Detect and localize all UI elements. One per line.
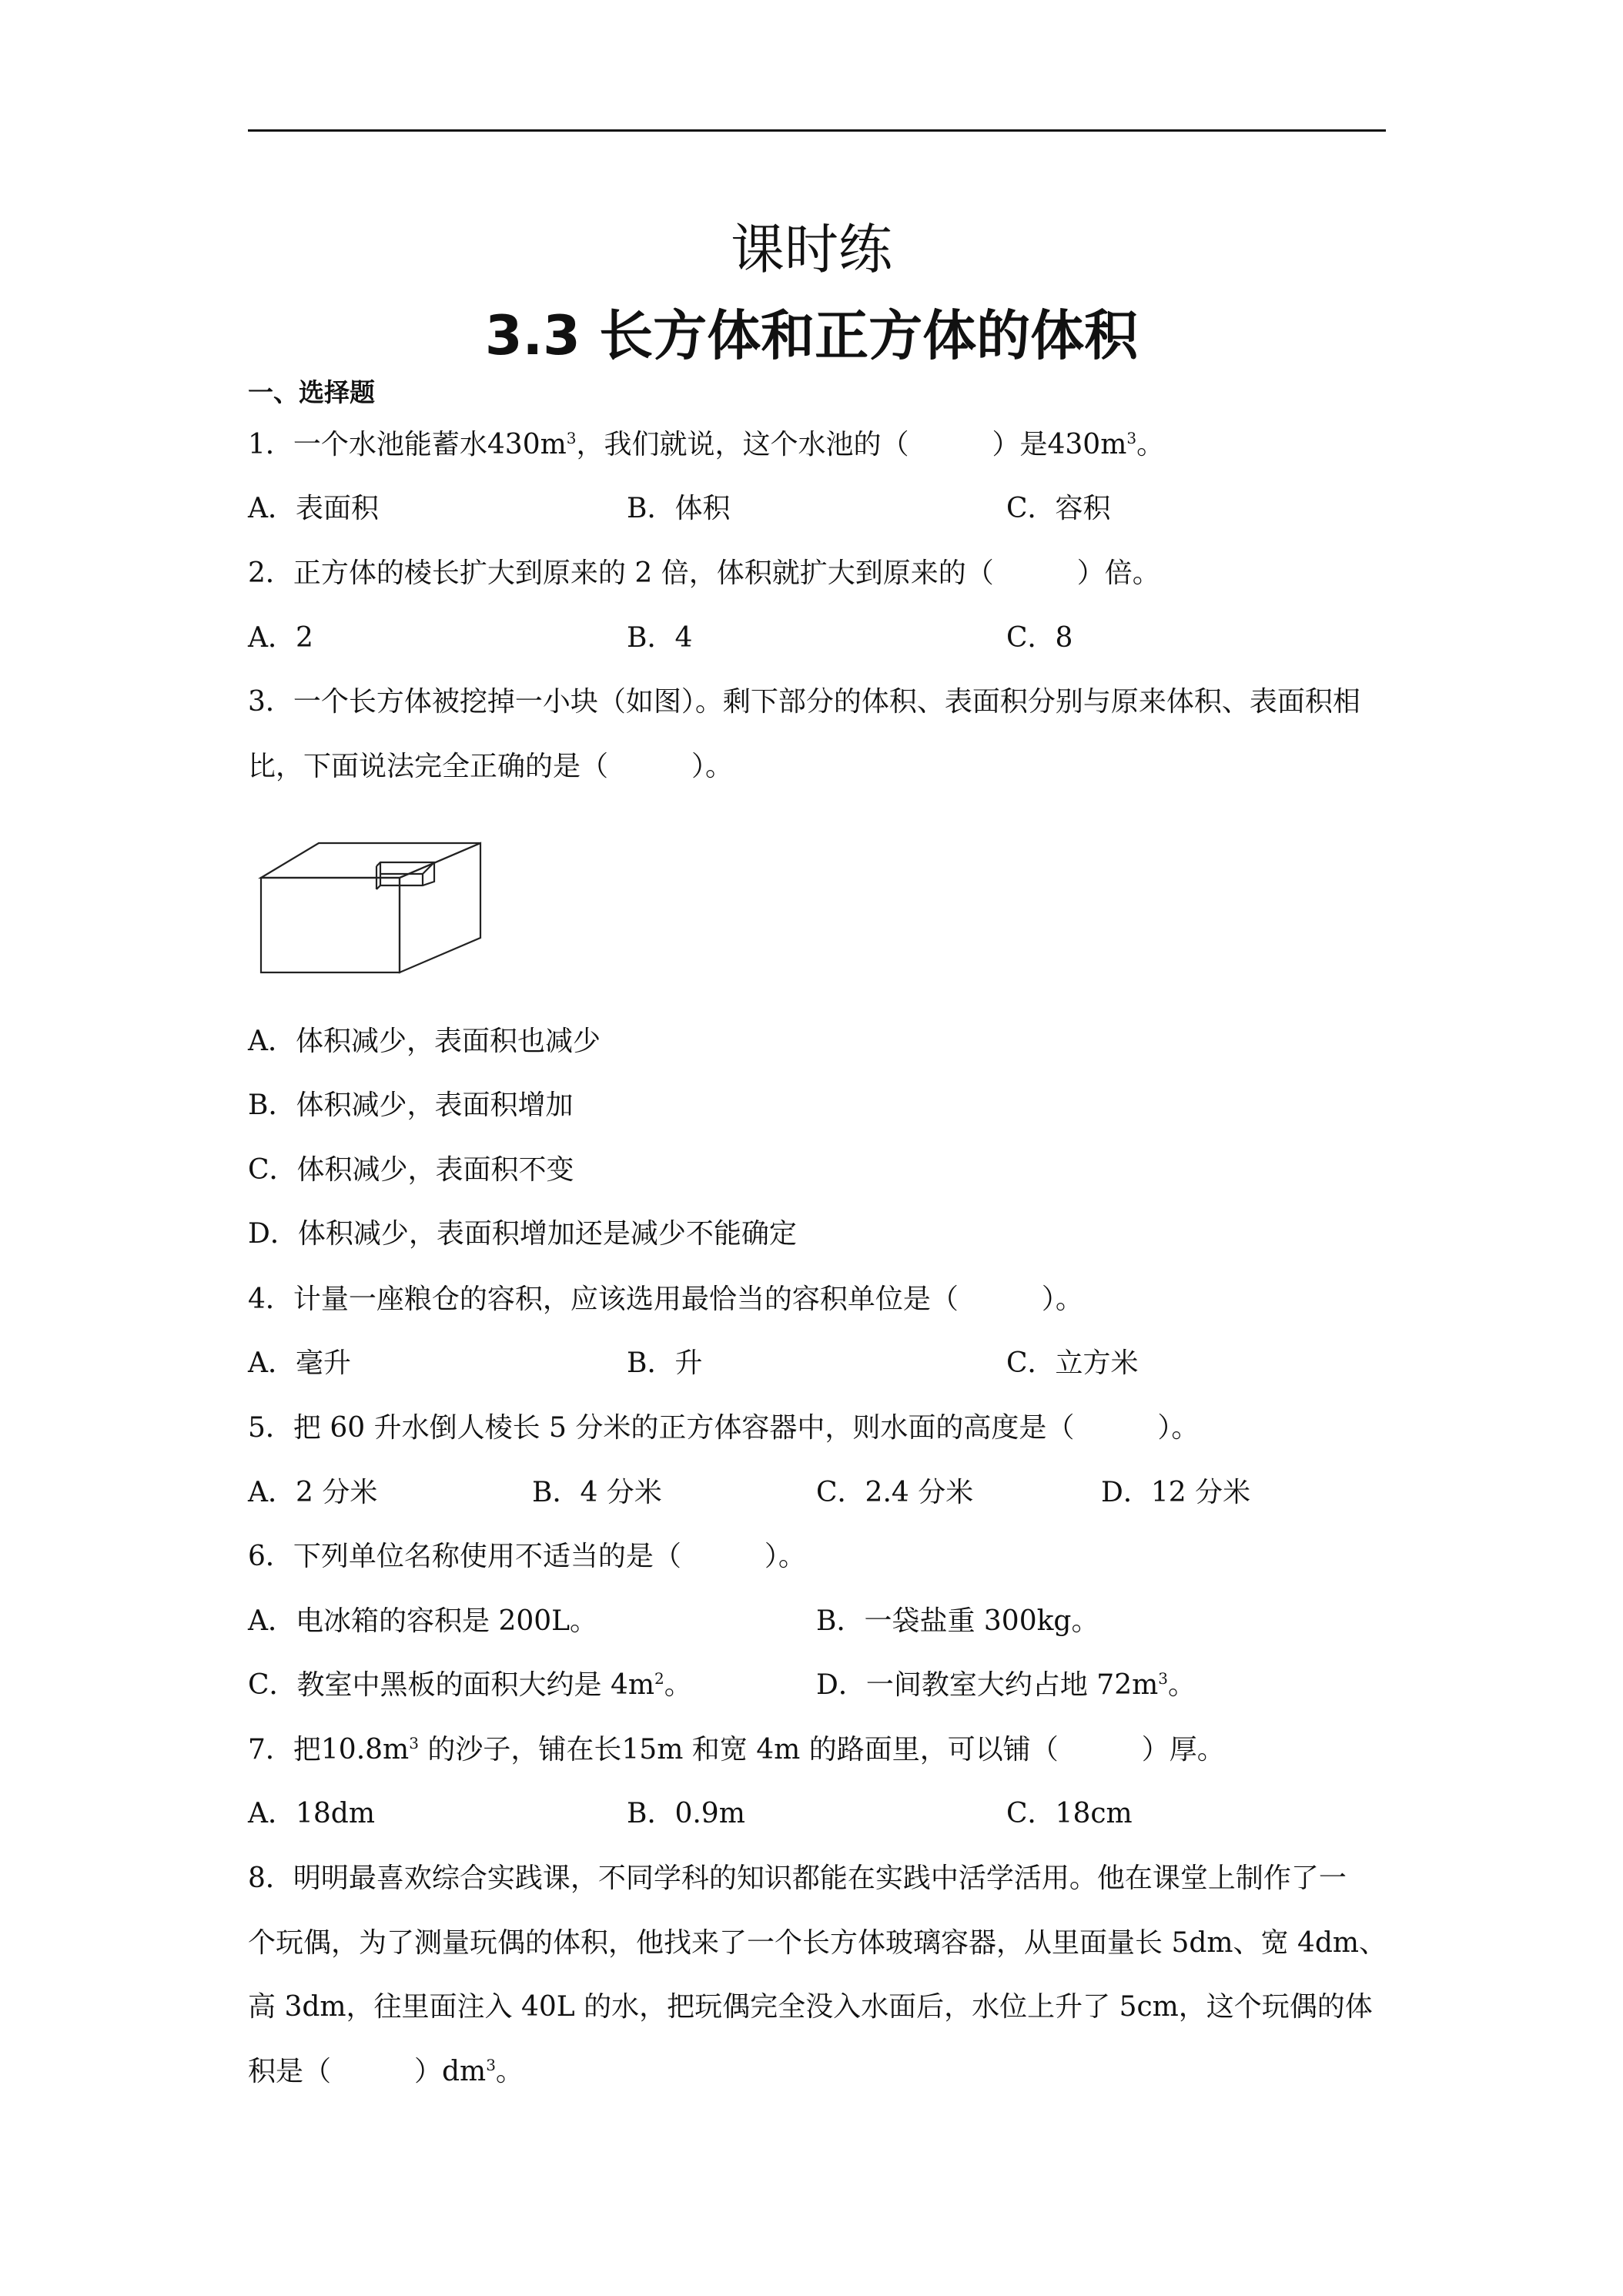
q1-option-a: A．表面积 — [248, 493, 379, 524]
question-5-stem: 5．把 60 升水倒人棱长 5 分米的正方体容器中，则水面的高度是（ ）。 — [248, 1412, 1200, 1444]
q6-option-a: A．电冰箱的容积是 200L。 — [248, 1605, 598, 1637]
q3-option-c: C．体积减少，表面积不变 — [248, 1154, 574, 1186]
q5-option-d: D．12 分米 — [1101, 1477, 1251, 1508]
q6-option-c: C．教室中黑板的面积大约是 $4m^2$。 — [248, 1669, 692, 1701]
section-heading: 一、选择题 — [248, 377, 375, 407]
page-subtitle: 3.3 长方体和正方体的体积 — [484, 304, 1139, 367]
q3-option-a: A．体积减少，表面积也减少 — [248, 1026, 601, 1057]
q6-option-d: D．一间教室大约占地 $72m^3$。 — [816, 1669, 1196, 1701]
q4-option-b: B．升 — [627, 1347, 703, 1379]
q5-option-b: B．4 分米 — [532, 1477, 662, 1508]
question-7-stem: 7．把$10.8m^3$ 的沙子，铺在长15m 和宽 4m 的路面里，可以铺（ ）厚。 — [248, 1734, 1225, 1766]
q5-option-a: A．2 分米 — [248, 1477, 378, 1508]
q3-option-d: D．体积减少，表面积增加还是减少不能确定 — [248, 1218, 797, 1250]
q2-option-c: C．8 — [1006, 622, 1073, 654]
question-8-stem-line-1: 8．明明最喜欢综合实践课，不同学科的知识都能在实践中活学活用。他在课堂上制作了一 — [248, 1863, 1347, 1894]
q7-option-b: B．0.9m — [627, 1798, 745, 1829]
question-8-stem-line-2: 个玩偶，为了测量玩偶的体积，他找来了一个长方体玻璃容器，从里面量长 5dm、宽 4dm、 — [248, 1927, 1387, 1959]
question-2-stem: 2．正方体的棱长扩大到原来的 2 倍，体积就扩大到原来的（ ）倍。 — [248, 557, 1160, 589]
question-8-stem-line-3: 高 3dm，往里面注入 40L 的水，把玩偶完全没入水面后，水位上升了 5cm，这个玩偶的体 — [248, 1991, 1373, 2023]
page-title: 课时练 — [731, 218, 892, 281]
question-3-stem-line-1: 3．一个长方体被挖掉一小块（如图）。剩下部分的体积、表面积分别与原来体积、表面积相 — [248, 686, 1360, 718]
q5-option-c: C．2.4 分米 — [816, 1477, 974, 1508]
q2-option-a: A．2 — [248, 622, 313, 654]
q1-option-b: B．体积 — [627, 493, 731, 524]
q6-option-b: B．一袋盐重 300kg。 — [816, 1605, 1099, 1637]
q1-option-c: C．容积 — [1006, 493, 1111, 524]
header-rule — [248, 129, 1386, 132]
question-4-stem: 4．计量一座粮仓的容积，应该选用最恰当的容积单位是（ ）。 — [248, 1284, 1083, 1315]
question-8-stem-line-4: 积是（ ）$dm^3$。 — [248, 2056, 524, 2087]
q4-option-a: A．毫升 — [248, 1347, 351, 1379]
question-1-stem: 1．一个水池能蓄水$430m^3$，我们就说，这个水池的（ ）是$430m^3$。 — [248, 429, 1165, 460]
question-6-stem: 6．下列单位名称使用不适当的是（ ）。 — [248, 1541, 806, 1572]
question-3-stem-line-2: 比，下面说法完全正确的是（ ）。 — [248, 751, 734, 782]
q2-option-b: B．4 — [627, 622, 693, 654]
q3-option-b: B．体积减少，表面积增加 — [248, 1089, 574, 1121]
cuboid-figure — [257, 839, 488, 978]
q7-option-a: A．18dm — [248, 1798, 375, 1829]
q4-option-c: C．立方米 — [1006, 1347, 1139, 1379]
q7-option-c: C．18cm — [1006, 1798, 1133, 1829]
